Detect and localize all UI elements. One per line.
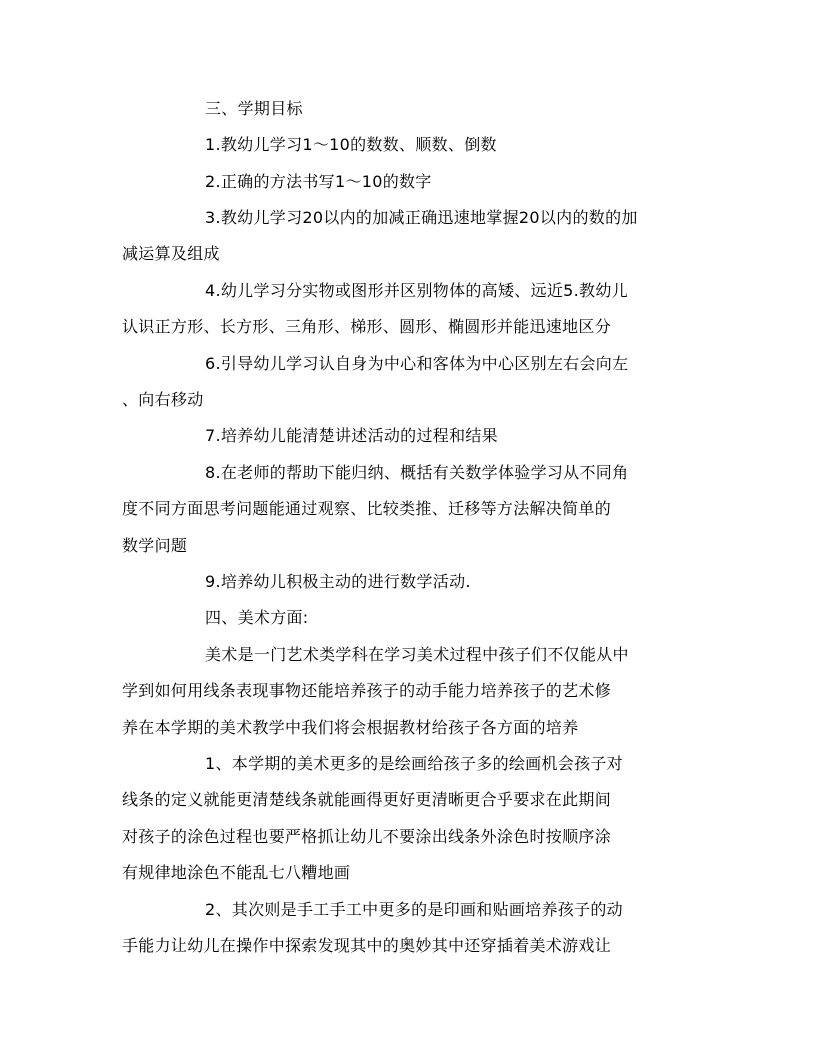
section-heading-art: 四、美术方面: <box>205 608 309 627</box>
paragraph-line: 8.在老师的帮助下能归纳、概括有关数学体验学习从不同角 <box>205 463 629 482</box>
paragraph-line: 手能力让幼儿在操作中探索发现其中的奥妙其中还穿插着美术游戏让 <box>122 936 612 955</box>
paragraph-line: 对孩子的涂色过程也要严格抓让幼儿不要涂出线条外涂色时按顺序涂 <box>122 827 612 846</box>
paragraph-line: 6.引导幼儿学习认自身为中心和客体为中心区别左右会向左 <box>205 354 629 373</box>
paragraph-line: 2.正确的方法书写1～10的数字 <box>205 172 432 191</box>
paragraph-line: 、向右移动 <box>122 390 204 409</box>
paragraph-line: 3.教幼儿学习20以内的加减正确迅速地掌握20以内的数的加 <box>205 208 638 227</box>
paragraph-line: 认识正方形、长方形、三角形、梯形、圆形、椭圆形并能迅速地区分 <box>122 317 612 336</box>
paragraph-line: 线条的定义就能更清楚线条就能画得更好更清晰更合乎要求在此期间 <box>122 790 612 809</box>
paragraph-line: 养在本学期的美术教学中我们将会根据教材给孩子各方面的培养 <box>122 718 579 737</box>
paragraph-line: 美术是一门艺术类学科在学习美术过程中孩子们不仅能从中 <box>205 645 629 664</box>
paragraph-line: 1、本学期的美术更多的是绘画给孩子多的绘画机会孩子对 <box>205 754 623 773</box>
paragraph-line: 数学问题 <box>122 536 188 555</box>
paragraph-line: 学到如何用线条表现事物还能培养孩子的动手能力培养孩子的艺术修 <box>122 681 612 700</box>
paragraph-line: 有规律地涂色不能乱七八糟地画 <box>122 863 351 882</box>
paragraph-line: 9.培养幼儿积极主动的进行数学活动. <box>205 572 471 591</box>
paragraph-line: 减运算及组成 <box>122 244 220 263</box>
paragraph-line: 4.幼儿学习分实物或图形并区别物体的高矮、远近5.教幼儿 <box>205 281 628 300</box>
paragraph-line: 1.教幼儿学习1～10的数数、顺数、倒数 <box>205 135 497 154</box>
paragraph-line: 7.培养幼儿能清楚讲述活动的过程和结果 <box>205 426 498 445</box>
paragraph-line: 2、其次则是手工手工中更多的是印画和贴画培养孩子的动 <box>205 900 623 919</box>
paragraph-line: 度不同方面思考问题能通过观察、比较类推、迁移等方法解决简单的 <box>122 499 612 518</box>
section-heading-semester-goals: 三、学期目标 <box>205 99 303 118</box>
